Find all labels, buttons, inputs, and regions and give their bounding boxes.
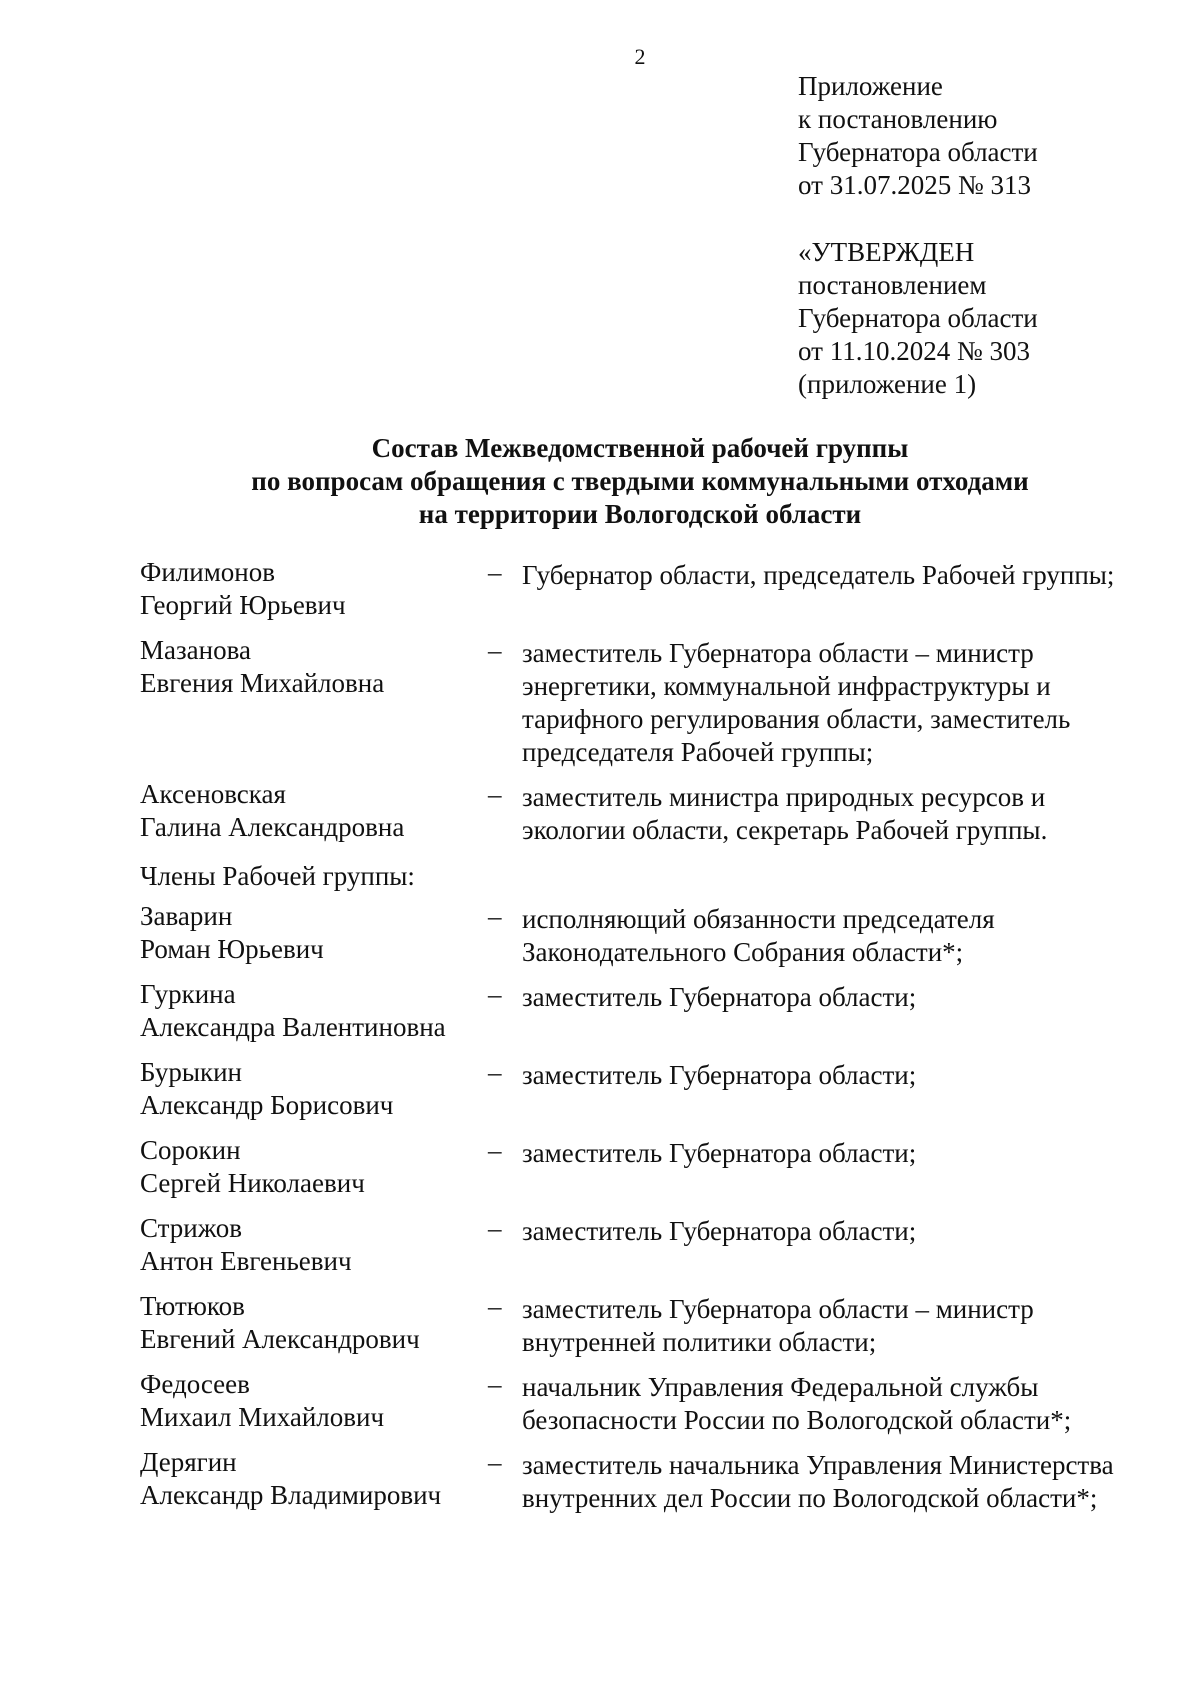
member-role: Губернатор области, председатель Рабочей группы; — [522, 560, 1115, 590]
dash-separator: – — [488, 1291, 502, 1321]
member-name — [140, 1446, 480, 1512]
dash-separator: – — [488, 901, 502, 931]
member-role: заместитель начальника Управления Министерства внутренних дел России по Вологодской области*; — [522, 1450, 1114, 1513]
approved-line: постановлением — [798, 270, 987, 300]
member-name — [140, 1290, 480, 1356]
member-role: заместитель Губернатора области – министр внутренней политики области; — [522, 1294, 1034, 1357]
member-given-names: Сергей Николаевич — [140, 1168, 365, 1198]
member-role: исполняющий обязанности председателя Законодательного Собрания области*; — [522, 904, 995, 967]
member-name — [140, 634, 480, 700]
title-line: на территории Вологодской области — [418, 499, 862, 529]
member-given-names: Роман Юрьевич — [140, 934, 324, 964]
appendix-line: Губернатора области — [798, 137, 1038, 167]
page-number: 2 — [634, 44, 646, 69]
member-surname: Бурыкин — [140, 1057, 242, 1087]
member-role: заместитель Губернатора области; — [522, 982, 917, 1012]
dash-separator: – — [488, 1057, 502, 1087]
member-role: заместитель Губернатора области; — [522, 1060, 917, 1090]
title-line: Состав Межведомственной рабочей группы — [371, 433, 909, 463]
approved-line: (приложение 1) — [798, 369, 977, 399]
member-surname: Стрижов — [140, 1213, 242, 1243]
member-name — [140, 1368, 480, 1434]
appendix-line: от 31.07.2025 № 313 — [798, 170, 1031, 200]
member-name — [140, 556, 480, 622]
approval-stamp-text — [798, 236, 1038, 401]
member-surname: Тютюков — [140, 1291, 245, 1321]
member-given-names: Георгий Юрьевич — [140, 590, 346, 620]
dash-separator: – — [488, 1447, 502, 1477]
dash-separator: – — [488, 557, 502, 587]
member-role: начальник Управления Федеральной службы безопасности России по Вологодской области*; — [522, 1372, 1072, 1435]
title-line: по вопросам обращения с твердыми коммунальными отходами — [251, 466, 1029, 496]
member-given-names: Александра Валентиновна — [140, 1012, 446, 1042]
member-role: заместитель Губернатора области; — [522, 1216, 917, 1246]
appendix-line: к постановлению — [798, 104, 998, 134]
approved-line: Губернатора области — [798, 303, 1038, 333]
member-given-names: Александр Борисович — [140, 1090, 394, 1120]
member-given-names: Евгений Александрович — [140, 1324, 420, 1354]
dash-separator: – — [488, 1213, 502, 1243]
dash-separator: – — [488, 1369, 502, 1399]
member-name — [140, 1056, 480, 1122]
approved-line: от 11.10.2024 № 303 — [798, 336, 1030, 366]
member-given-names: Антон Евгеньевич — [140, 1246, 352, 1276]
member-surname: Гуркина — [140, 979, 236, 1009]
member-role: заместитель Губернатора области – министр энергетики, коммунальной инфраструктуры и тарифного регулирования области, заместитель председателя Рабочей группы; — [522, 638, 1071, 767]
member-role: заместитель министра природных ресурсов и экологии области, секретарь Рабочей группы. — [522, 782, 1048, 845]
appendix-header — [798, 70, 1038, 202]
approved-line: «УТВЕРЖДЕН — [798, 237, 975, 267]
member-name — [140, 978, 480, 1044]
member-role: заместитель Губернатора области; — [522, 1138, 917, 1168]
member-surname: Филимонов — [140, 557, 275, 587]
member-surname: Аксеновская — [140, 779, 286, 809]
member-given-names: Галина Александровна — [140, 812, 405, 842]
member-surname: Сорокин — [140, 1135, 241, 1165]
members-section-label: Члены Рабочей группы: — [140, 861, 415, 891]
member-name — [140, 778, 480, 844]
member-surname: Дерягин — [140, 1447, 237, 1477]
document-title — [0, 432, 1200, 531]
member-given-names: Александр Владимирович — [140, 1480, 442, 1510]
member-given-names: Евгения Михайловна — [140, 668, 385, 698]
member-surname: Заварин — [140, 901, 233, 931]
dash-separator: – — [488, 979, 502, 1009]
member-surname: Федосеев — [140, 1369, 250, 1399]
member-given-names: Михаил Михайлович — [140, 1402, 385, 1432]
dash-separator: – — [488, 635, 502, 665]
member-name — [140, 900, 480, 966]
member-name — [140, 1134, 480, 1200]
member-surname: Мазанова — [140, 635, 251, 665]
appendix-line: Приложение — [798, 71, 943, 101]
dash-separator: – — [488, 1135, 502, 1165]
member-name — [140, 1212, 480, 1278]
dash-separator: – — [488, 779, 502, 809]
